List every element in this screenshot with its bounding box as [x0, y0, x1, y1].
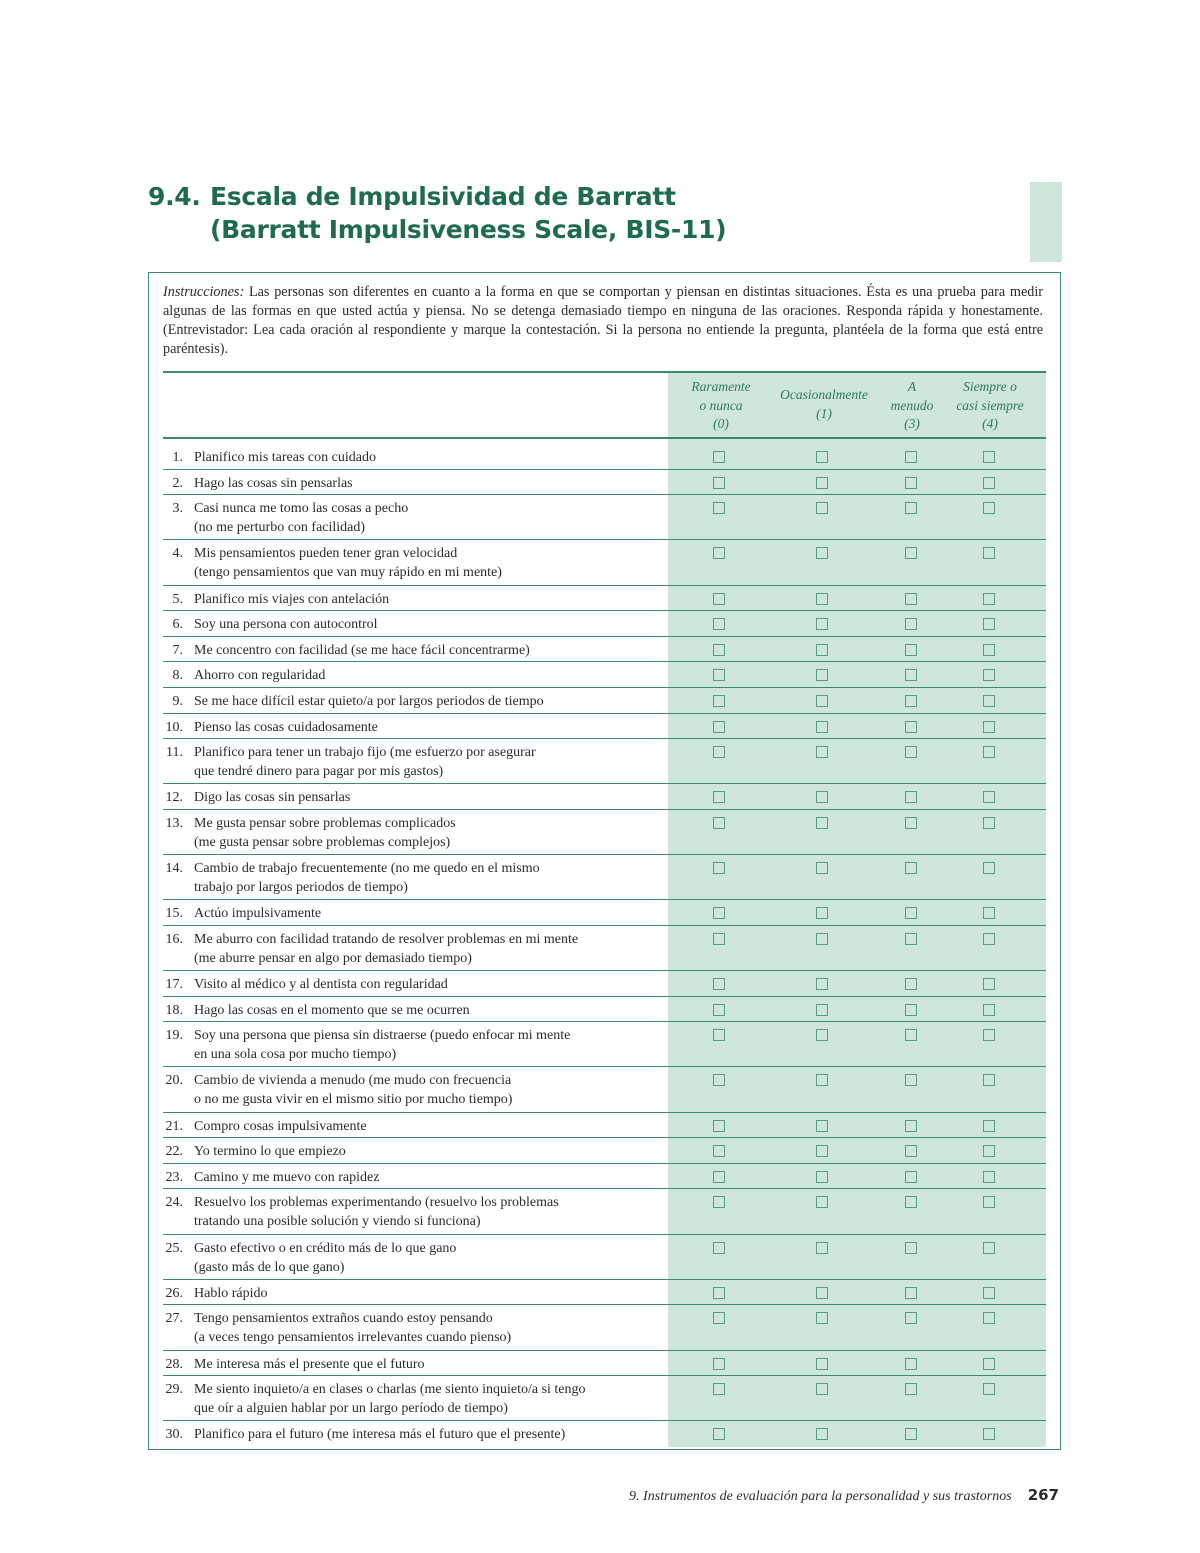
- item-text-line1: Casi nunca me tomo las cosas a pecho: [194, 501, 409, 517]
- checkbox-often[interactable]: [905, 933, 917, 945]
- item-text: [194, 615, 669, 634]
- item-number: 30.: [165, 1427, 183, 1443]
- checkbox-occasionally[interactable]: [816, 618, 828, 630]
- checkbox-occasionally[interactable]: [816, 1383, 828, 1395]
- checkbox-rarely[interactable]: [713, 978, 725, 990]
- item-text-line2: que tendré dinero para pagar por mis gastos): [194, 764, 444, 780]
- checkbox-always[interactable]: [983, 1196, 995, 1208]
- item-number: 25.: [165, 1240, 183, 1256]
- item-text-line1: Soy una persona con autocontrol: [194, 617, 378, 633]
- table-row: [163, 637, 1046, 663]
- checkbox-often[interactable]: [905, 1074, 917, 1086]
- table-row: [163, 1305, 1046, 1350]
- item-text-line1: Planifico mis viajes con antelación: [194, 591, 390, 607]
- checkbox-rarely[interactable]: [713, 746, 725, 758]
- checkbox-often[interactable]: [905, 862, 917, 874]
- item-text-line2: tratando una posible solución y viendo si funciona): [194, 1214, 481, 1230]
- section-title: [148, 180, 848, 246]
- checkbox-always[interactable]: [983, 862, 995, 874]
- checkbox-rarely[interactable]: [713, 1171, 725, 1183]
- checkbox-always[interactable]: [983, 791, 995, 803]
- item-number: 7.: [172, 642, 183, 658]
- checkbox-often[interactable]: [905, 1004, 917, 1016]
- item-text-line2: (no me perturbo con facilidad): [194, 520, 366, 536]
- checkbox-often[interactable]: [905, 1312, 917, 1324]
- item-number: 12.: [165, 790, 183, 806]
- checkbox-rarely[interactable]: [713, 1358, 725, 1370]
- item-text: [194, 975, 669, 994]
- table-row: [163, 1280, 1046, 1306]
- checkbox-rarely[interactable]: [713, 502, 725, 514]
- checkbox-occasionally[interactable]: [816, 907, 828, 919]
- checkbox-occasionally[interactable]: [816, 502, 828, 514]
- item-number: 18.: [165, 1002, 183, 1018]
- item-text: [194, 544, 669, 582]
- item-text: [194, 1001, 669, 1020]
- checkbox-always[interactable]: [983, 593, 995, 605]
- checkbox-occasionally[interactable]: [816, 695, 828, 707]
- checkbox-always[interactable]: [983, 669, 995, 681]
- item-number: 20.: [165, 1073, 183, 1089]
- checkbox-rarely[interactable]: [713, 907, 725, 919]
- checkbox-always[interactable]: [983, 1242, 995, 1254]
- item-text-line1: Ahorro con regularidad: [194, 668, 326, 684]
- item-text: [194, 718, 669, 737]
- table-row: [163, 997, 1046, 1023]
- checkbox-always[interactable]: [983, 933, 995, 945]
- item-text-line2: trabajo por largos periodos de tiempo): [194, 880, 408, 896]
- item-text-line1: Me siento inquieto/a en clases o charlas (me siento inquieto/a si tengo: [194, 1382, 586, 1398]
- item-text: [194, 641, 669, 660]
- item-text-line1: Resuelvo los problemas experimentando (resuelvo los problemas: [194, 1195, 559, 1211]
- item-text: [194, 1355, 669, 1374]
- item-text: [194, 499, 669, 537]
- items-table: [163, 444, 1046, 1447]
- checkbox-rarely[interactable]: [713, 1196, 725, 1208]
- checkbox-always[interactable]: [983, 1428, 995, 1440]
- item-text: [194, 1071, 669, 1109]
- checkbox-often[interactable]: [905, 695, 917, 707]
- checkbox-always[interactable]: [983, 1120, 995, 1132]
- checkbox-rarely[interactable]: [713, 1120, 725, 1132]
- checkbox-rarely[interactable]: [713, 721, 725, 733]
- page-number: 267: [1027, 1486, 1059, 1504]
- checkbox-rarely[interactable]: [713, 695, 725, 707]
- item-text: [194, 743, 669, 781]
- checkbox-often[interactable]: [905, 1428, 917, 1440]
- table-row: [163, 1138, 1046, 1164]
- table-row: [163, 1189, 1046, 1234]
- item-text-line1: Hago las cosas en el momento que se me ocurren: [194, 1002, 470, 1018]
- item-number: 26.: [165, 1285, 183, 1301]
- checkbox-always[interactable]: [983, 721, 995, 733]
- checkbox-always[interactable]: [983, 695, 995, 707]
- item-number: 29.: [165, 1382, 183, 1398]
- item-number: 15.: [165, 906, 183, 922]
- item-text-line1: Gasto efectivo o en crédito más de lo que gano: [194, 1240, 457, 1256]
- checkbox-occasionally[interactable]: [816, 933, 828, 945]
- item-number: 16.: [165, 931, 183, 947]
- checkbox-occasionally[interactable]: [816, 451, 828, 463]
- checkbox-always[interactable]: [983, 547, 995, 559]
- table-row: [163, 1351, 1046, 1377]
- checkbox-occasionally[interactable]: [816, 477, 828, 489]
- column-header-occasionally: Ocasionalmente (1): [780, 387, 868, 421]
- checkbox-rarely[interactable]: [713, 618, 725, 630]
- item-text-line1: Planifico para el futuro (me interesa más el futuro que el presente): [194, 1427, 566, 1443]
- checkbox-occasionally[interactable]: [816, 1242, 828, 1254]
- table-row: [163, 1067, 1046, 1112]
- item-text-line1: Me aburro con facilidad tratando de resolver problemas en mi mente: [194, 931, 579, 947]
- item-number: 13.: [165, 815, 183, 831]
- item-number: 10.: [165, 719, 183, 735]
- table-row: [163, 470, 1046, 496]
- table-row: [163, 1022, 1046, 1067]
- checkbox-rarely[interactable]: [713, 1145, 725, 1157]
- checkbox-occasionally[interactable]: [816, 644, 828, 656]
- table-row: [163, 810, 1046, 855]
- item-text: [194, 1168, 669, 1187]
- item-text-line1: Tengo pensamientos extraños cuando estoy pensando: [194, 1311, 493, 1327]
- checkbox-occasionally[interactable]: [816, 817, 828, 829]
- item-text: [194, 859, 669, 897]
- item-text: [194, 1026, 669, 1064]
- item-text-line2: (a veces tengo pensamientos irrelevantes cuando pienso): [194, 1330, 512, 1346]
- checkbox-occasionally[interactable]: [816, 862, 828, 874]
- table-row: [163, 540, 1046, 585]
- checkbox-always[interactable]: [983, 746, 995, 758]
- checkbox-rarely[interactable]: [713, 1242, 725, 1254]
- checkbox-often[interactable]: [905, 1120, 917, 1132]
- checkbox-rarely[interactable]: [713, 791, 725, 803]
- item-number: 4.: [172, 546, 183, 562]
- checkbox-rarely[interactable]: [713, 1074, 725, 1086]
- checkbox-always[interactable]: [983, 618, 995, 630]
- checkbox-often[interactable]: [905, 1196, 917, 1208]
- checkbox-rarely[interactable]: [713, 933, 725, 945]
- checkbox-occasionally[interactable]: [816, 791, 828, 803]
- item-number: 9.: [172, 693, 183, 709]
- checkbox-always[interactable]: [983, 1287, 995, 1299]
- checkbox-often[interactable]: [905, 1242, 917, 1254]
- column-header-rarely: Raramente o nunca (0): [691, 379, 751, 431]
- item-text-line1: Yo termino lo que empiezo: [194, 1144, 346, 1160]
- table-row: [163, 1421, 1046, 1447]
- item-text: [194, 1309, 669, 1347]
- checkbox-occasionally[interactable]: [816, 978, 828, 990]
- table-row: [163, 444, 1046, 470]
- checkbox-occasionally[interactable]: [816, 1171, 828, 1183]
- checkbox-rarely[interactable]: [713, 451, 725, 463]
- checkbox-occasionally[interactable]: [816, 1358, 828, 1370]
- item-text-line1: Cambio de trabajo frecuentemente (no me quedo en el mismo: [194, 861, 540, 877]
- page-footer: [629, 1486, 1059, 1505]
- checkbox-often[interactable]: [905, 618, 917, 630]
- checkbox-rarely[interactable]: [713, 1383, 725, 1395]
- checkbox-rarely[interactable]: [713, 477, 725, 489]
- item-text: [194, 692, 669, 711]
- item-text-line2: en una sola cosa por mucho tiempo): [194, 1047, 397, 1063]
- table-row: [163, 784, 1046, 810]
- checkbox-rarely[interactable]: [713, 547, 725, 559]
- checkbox-rarely[interactable]: [713, 669, 725, 681]
- item-number: 21.: [165, 1118, 183, 1134]
- checkbox-always[interactable]: [983, 502, 995, 514]
- item-text-line2: (gasto más de lo que gano): [194, 1259, 345, 1275]
- checkbox-often[interactable]: [905, 721, 917, 733]
- table-row: [163, 971, 1046, 997]
- item-number: 23.: [165, 1169, 183, 1185]
- item-text-line2: (me gusta pensar sobre problemas complejos): [194, 834, 451, 850]
- table-row: [163, 611, 1046, 637]
- item-text-line1: Mis pensamientos pueden tener gran velocidad: [194, 546, 458, 562]
- checkbox-often[interactable]: [905, 1171, 917, 1183]
- checkbox-rarely[interactable]: [713, 817, 725, 829]
- footer-chapter: 9. Instrumentos de evaluación para la personalidad y sus trastornos: [629, 1489, 1012, 1504]
- checkbox-occasionally[interactable]: [816, 1145, 828, 1157]
- item-text-line2: (me aburre pensar en algo por demasiado tiempo): [194, 950, 472, 966]
- item-text-line1: Hago las cosas sin pensarlas: [194, 475, 353, 491]
- checkbox-occasionally[interactable]: [816, 593, 828, 605]
- item-text-line1: Camino y me muevo con rapidez: [194, 1169, 380, 1185]
- checkbox-often[interactable]: [905, 817, 917, 829]
- item-text-line1: Hablo rápido: [194, 1285, 268, 1301]
- checkbox-often[interactable]: [905, 1287, 917, 1299]
- item-number: 5.: [172, 591, 183, 607]
- checkbox-rarely[interactable]: [713, 1287, 725, 1299]
- checkbox-rarely[interactable]: [713, 1428, 725, 1440]
- checkbox-often[interactable]: [905, 477, 917, 489]
- table-header-rule-top: [163, 371, 1046, 373]
- instructions: [163, 283, 1043, 359]
- item-text: [194, 788, 669, 807]
- item-text-line1: Actúo impulsivamente: [194, 906, 322, 922]
- item-text: [194, 1380, 669, 1418]
- checkbox-always[interactable]: [983, 978, 995, 990]
- table-row: [163, 495, 1046, 540]
- item-text: [194, 448, 669, 467]
- section-tab-marker: [1030, 182, 1062, 262]
- item-text-line1: Me concentro con facilidad (se me hace fácil concentrarme): [194, 642, 530, 658]
- item-text: [194, 474, 669, 493]
- checkbox-occasionally[interactable]: [816, 721, 828, 733]
- item-text-line1: Planifico para tener un trabajo fijo (me esfuerzo por asegurar: [194, 745, 536, 761]
- item-number: 2.: [172, 475, 183, 491]
- item-text-line1: Se me hace difícil estar quieto/a por largos periodos de tiempo: [194, 693, 544, 709]
- checkbox-always[interactable]: [983, 451, 995, 463]
- item-number: 27.: [165, 1311, 183, 1327]
- item-text-line1: Cambio de vivienda a menudo (me mudo con frecuencia: [194, 1073, 512, 1089]
- table-row: [163, 926, 1046, 971]
- checkbox-occasionally[interactable]: [816, 547, 828, 559]
- checkbox-rarely[interactable]: [713, 862, 725, 874]
- checkbox-often[interactable]: [905, 1145, 917, 1157]
- table-row: [163, 662, 1046, 688]
- checkbox-always[interactable]: [983, 1145, 995, 1157]
- checkbox-occasionally[interactable]: [816, 1029, 828, 1041]
- column-header-often: A menudo (3): [890, 379, 934, 431]
- checkbox-often[interactable]: [905, 746, 917, 758]
- checkbox-always[interactable]: [983, 907, 995, 919]
- item-text: [194, 1239, 669, 1277]
- checkbox-occasionally[interactable]: [816, 746, 828, 758]
- checkbox-often[interactable]: [905, 593, 917, 605]
- checkbox-often[interactable]: [905, 1029, 917, 1041]
- table-row: [163, 1376, 1046, 1421]
- checkbox-often[interactable]: [905, 502, 917, 514]
- table-row: [163, 586, 1046, 612]
- item-text-line1: Me gusta pensar sobre problemas complicados: [194, 815, 456, 831]
- item-text-line2: que oír a alguien hablar por un largo período de tiempo): [194, 1401, 508, 1417]
- section-number: 9.4.: [148, 182, 201, 211]
- checkbox-often[interactable]: [905, 669, 917, 681]
- checkbox-rarely[interactable]: [713, 1004, 725, 1016]
- checkbox-often[interactable]: [905, 547, 917, 559]
- table-row: [163, 1113, 1046, 1139]
- section-title-line1: Escala de Impulsividad de Barratt: [210, 182, 676, 211]
- checkbox-occasionally[interactable]: [816, 1312, 828, 1324]
- item-number: 3.: [172, 501, 183, 517]
- checkbox-rarely[interactable]: [713, 1312, 725, 1324]
- item-number: 22.: [165, 1144, 183, 1160]
- item-text: [194, 1284, 669, 1303]
- checkbox-occasionally[interactable]: [816, 669, 828, 681]
- checkbox-often[interactable]: [905, 791, 917, 803]
- item-text: [194, 904, 669, 923]
- checkbox-always[interactable]: [983, 1171, 995, 1183]
- item-text-line1: Compro cosas impulsivamente: [194, 1118, 367, 1134]
- item-text-line1: Soy una persona que piensa sin distraerse (puedo enfocar mi mente: [194, 1028, 571, 1044]
- checkbox-occasionally[interactable]: [816, 1074, 828, 1086]
- checkbox-always[interactable]: [983, 1029, 995, 1041]
- item-number: 1.: [172, 450, 183, 465]
- instructions-text: Las personas son diferentes en cuanto a la forma en que se comportan y piensan en distintas situaciones. Ésta es una prueba para medir algunas de las formas en que usted actúa y piensa. No se detenga demasiado tiempo en ninguna de las oraciones. Responda rápida y honestamente. (Entrevistador: Lea cada oración al respondiente y marque la contestación. Si la persona no entiende la pregunta, plantéela de la forma que está entre paréntesis).: [163, 284, 1044, 357]
- checkbox-occasionally[interactable]: [816, 1428, 828, 1440]
- checkbox-occasionally[interactable]: [816, 1287, 828, 1299]
- item-number: 6.: [172, 617, 183, 633]
- table-header-rule-bottom: [163, 437, 1046, 439]
- table-row: [163, 688, 1046, 714]
- item-number: 8.: [172, 668, 183, 684]
- checkbox-occasionally[interactable]: [816, 1120, 828, 1132]
- item-text: [194, 1193, 669, 1231]
- item-text-line1: Pienso las cosas cuidadosamente: [194, 719, 378, 735]
- checkbox-often[interactable]: [905, 451, 917, 463]
- checkbox-often[interactable]: [905, 978, 917, 990]
- checkbox-always[interactable]: [983, 817, 995, 829]
- checkbox-rarely[interactable]: [713, 1029, 725, 1041]
- table-row: [163, 739, 1046, 784]
- checkbox-rarely[interactable]: [713, 644, 725, 656]
- item-number: 19.: [165, 1028, 183, 1044]
- checkbox-often[interactable]: [905, 907, 917, 919]
- item-number: 28.: [165, 1356, 183, 1372]
- table-row: [163, 900, 1046, 926]
- item-text: [194, 590, 669, 609]
- item-number: 17.: [165, 977, 183, 993]
- checkbox-often[interactable]: [905, 644, 917, 656]
- checkbox-often[interactable]: [905, 1358, 917, 1370]
- item-text-line1: Digo las cosas sin pensarlas: [194, 790, 351, 806]
- item-text: [194, 666, 669, 685]
- checkbox-often[interactable]: [905, 1383, 917, 1395]
- item-text: [194, 1142, 669, 1161]
- item-number: 11.: [166, 745, 183, 761]
- section-title-line2: (Barratt Impulsiveness Scale, BIS-11): [210, 215, 727, 244]
- item-text: [194, 930, 669, 968]
- item-text-line2: o no me gusta vivir en el mismo sitio por mucho tiempo): [194, 1092, 513, 1108]
- checkbox-always[interactable]: [983, 477, 995, 489]
- checkbox-always[interactable]: [983, 1358, 995, 1370]
- table-row: [163, 1164, 1046, 1190]
- checkbox-always[interactable]: [983, 1383, 995, 1395]
- table-row: [163, 714, 1046, 740]
- checkbox-always[interactable]: [983, 1004, 995, 1016]
- instructions-lead: Instrucciones:: [163, 284, 245, 300]
- checkbox-always[interactable]: [983, 1312, 995, 1324]
- checkbox-occasionally[interactable]: [816, 1196, 828, 1208]
- table-row: [163, 1235, 1046, 1280]
- column-header-always: Siempre o casi siempre (4): [956, 379, 1024, 431]
- item-text: [194, 814, 669, 852]
- checkbox-occasionally[interactable]: [816, 1004, 828, 1016]
- checkbox-always[interactable]: [983, 644, 995, 656]
- item-text-line1: Me interesa más el presente que el futuro: [194, 1356, 425, 1372]
- item-text-line1: Visito al médico y al dentista con regularidad: [194, 977, 448, 993]
- item-number: 24.: [165, 1195, 183, 1211]
- item-text: [194, 1117, 669, 1136]
- item-number: 14.: [165, 861, 183, 877]
- item-text-line2: (tengo pensamientos que van muy rápido en mi mente): [194, 565, 502, 581]
- item-text-line1: Planifico mis tareas con cuidado: [194, 450, 376, 465]
- item-text: [194, 1425, 669, 1444]
- checkbox-rarely[interactable]: [713, 593, 725, 605]
- table-row: [163, 855, 1046, 900]
- checkbox-always[interactable]: [983, 1074, 995, 1086]
